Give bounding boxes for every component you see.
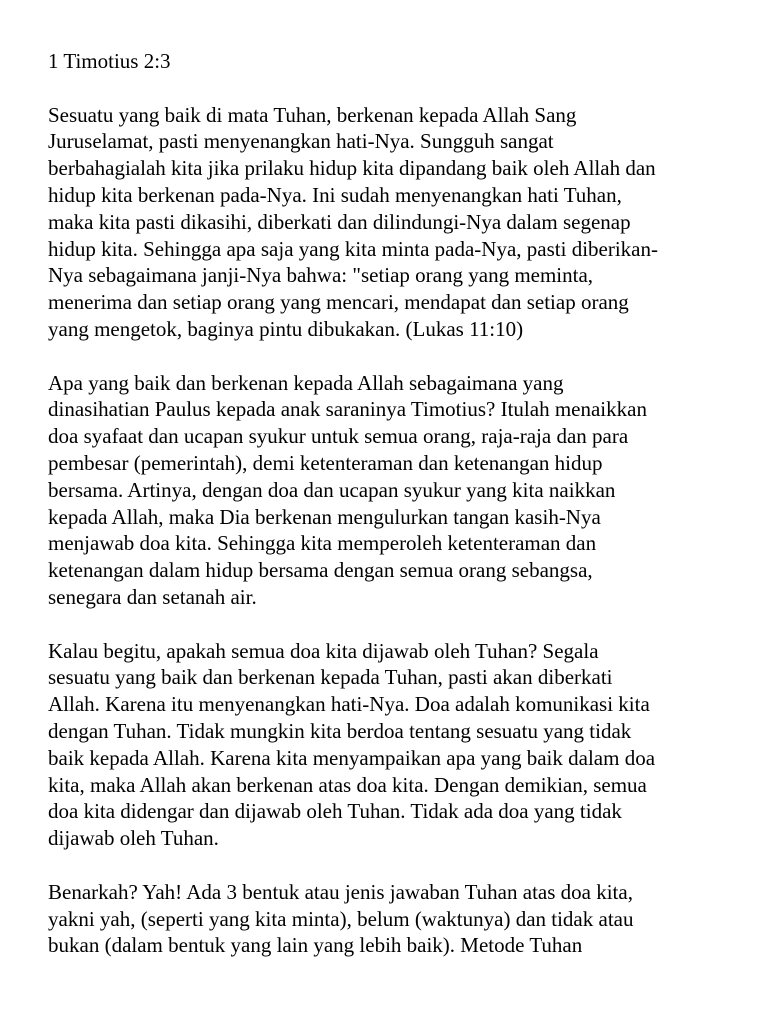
text-line: hidup kita. Sehingga apa saja yang kita minta pada-Nya, pasti diberikan-: [48, 236, 658, 261]
text-line: doa kita didengar dan dijawab oleh Tuhan. Tidak ada doa yang tidak: [48, 799, 622, 824]
paragraph-2: [48, 370, 728, 611]
text-line: yakni yah, (seperti yang kita minta), belum (waktunya) dan tidak atau: [48, 906, 634, 931]
paragraph-3: [48, 638, 728, 852]
text-line: yang mengetok, baginya pintu dibukakan. (Lukas 11:10): [48, 316, 524, 341]
text-line: Kalau begitu, apakah semua doa kita dijawab oleh Tuhan? Segala: [48, 638, 599, 663]
text-line: bersama. Artinya, dengan doa dan ucapan syukur yang kita naikkan: [48, 477, 616, 502]
text-line: berbahagialah kita jika prilaku hidup kita dipandang baik oleh Allah dan: [48, 156, 656, 181]
text-line: dijawab oleh Tuhan.: [48, 826, 219, 851]
text-line: senegara dan setanah air.: [48, 584, 257, 609]
text-line: Benarkah? Yah! Ada 3 bentuk atau jenis jawaban Tuhan atas doa kita,: [48, 879, 633, 904]
text-line: Allah. Karena itu menyenangkan hati-Nya. Doa adalah komunikasi kita: [48, 692, 650, 717]
text-line: Apa yang baik dan berkenan kepada Allah sebagaimana yang: [48, 370, 564, 395]
text-line: baik kepada Allah. Karena kita menyampaikan apa yang baik dalam doa: [48, 745, 656, 770]
paragraph-4: [48, 879, 728, 959]
text-line: maka kita pasti dikasihi, diberkati dan dilindungi-Nya dalam segenap: [48, 209, 631, 234]
text-line: bukan (dalam bentuk yang lain yang lebih baik). Metode Tuhan: [48, 933, 583, 958]
text-line: Sesuatu yang baik di mata Tuhan, berkenan kepada Allah Sang: [48, 102, 577, 127]
text-line: kita, maka Allah akan berkenan atas doa kita. Dengan demikian, semua: [48, 772, 647, 797]
document-page: [48, 48, 728, 986]
paragraph-1: [48, 102, 728, 343]
text-line: doa syafaat dan ucapan syukur untuk semua orang, raja-raja dan para: [48, 424, 629, 449]
text-line: dinasihatian Paulus kepada anak saraninya Timotius? Itulah menaikkan: [48, 397, 647, 422]
text-line: kepada Allah, maka Dia berkenan mengulurkan tangan kasih-Nya: [48, 504, 601, 529]
text-line: Juruselamat, pasti menyenangkan hati-Nya. Sungguh sangat: [48, 129, 554, 154]
text-line: Nya sebagaimana janji-Nya bahwa: "setiap orang yang meminta,: [48, 263, 594, 288]
text-line: pembesar (pemerintah), demi ketenteraman dan ketenangan hidup: [48, 450, 603, 475]
text-line: dengan Tuhan. Tidak mungkin kita berdoa tentang sesuatu yang tidak: [48, 718, 632, 743]
text-line: menjawab doa kita. Sehingga kita memperoleh ketenteraman dan: [48, 531, 597, 556]
text-line: hidup kita berkenan pada-Nya. Ini sudah menyenangkan hati Tuhan,: [48, 182, 622, 207]
text-line: menerima dan setiap orang yang mencari, mendapat dan setiap orang: [48, 290, 629, 315]
text-line: sesuatu yang baik dan berkenan kepada Tuhan, pasti akan diberkati: [48, 665, 613, 690]
scripture-reference: 1 Timotius 2:3: [48, 49, 171, 73]
text-line: ketenangan dalam hidup bersama dengan semua orang sebangsa,: [48, 558, 593, 583]
